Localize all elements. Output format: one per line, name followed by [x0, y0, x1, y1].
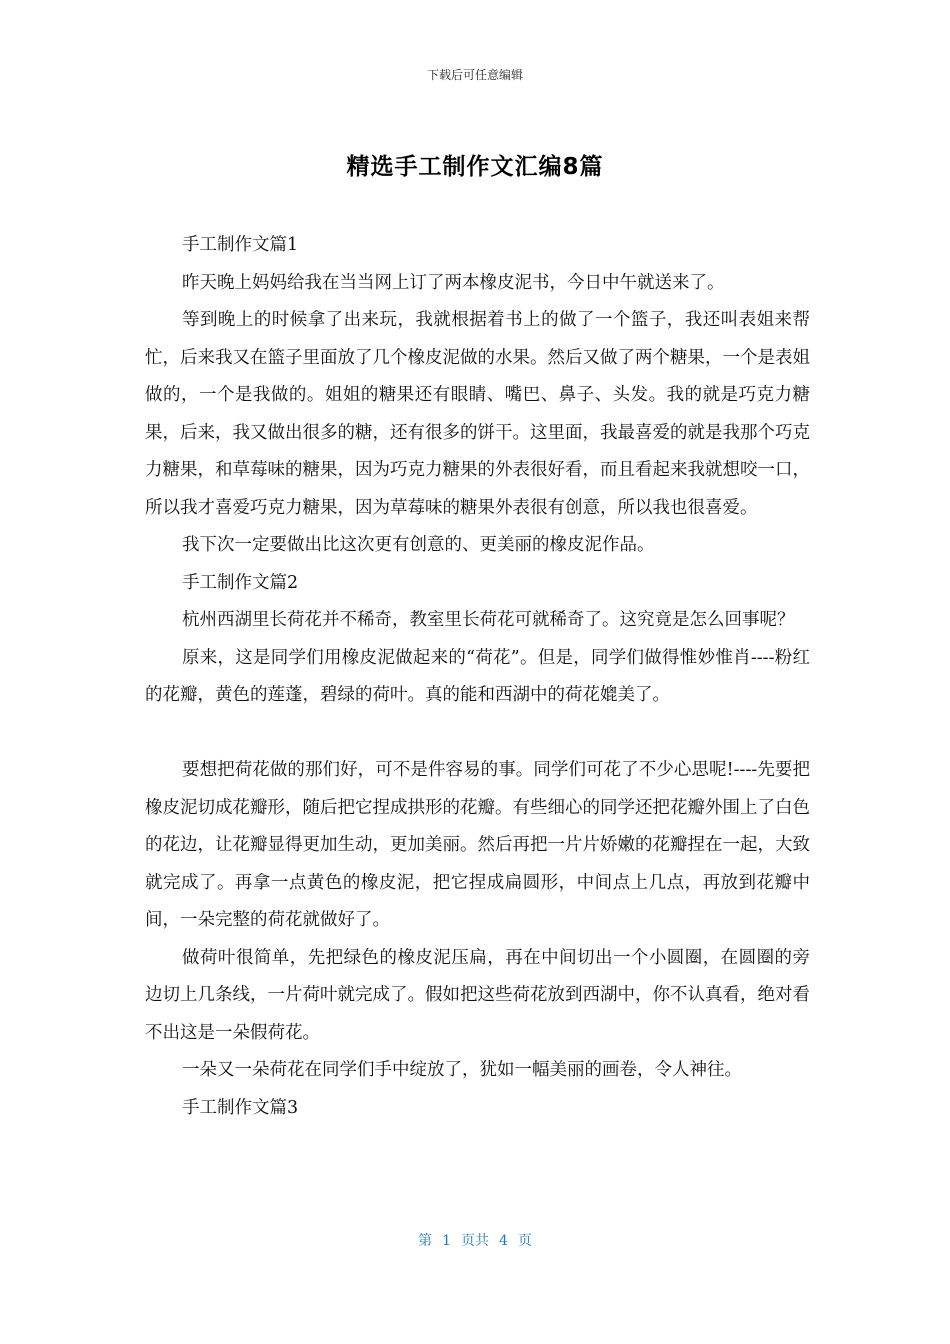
paragraph: 要想把荷花做的那们好，可不是件容易的事。同学们可花了不少心思呢!----先要把橡皮泥切成花瓣形，随后把它捏成拱形的花瓣。有些细心的同学还把花瓣外围上了白色的花边，让花瓣显得更加生动，更加美丽。然后再把一片片娇嫩的花瓣捏在一起，大致就完成了。再拿一点黄色的橡皮泥，把它捏成扁圆形，中间点上几点，再放到花瓣中间，一朵完整的荷花就做好了。: [145, 760, 810, 930]
footer-total-pages: 4: [499, 1233, 508, 1249]
section-heading: 手工制作文篇1: [182, 235, 299, 255]
paragraph: 一朵又一朵荷花在同学们手中绽放了，犹如一幅美丽的画卷，令人神往。: [182, 1060, 742, 1080]
paragraph: 做荷叶很简单，先把绿色的橡皮泥压扁，再在中间切出一个小圆圈，在圆圈的旁边切上几条线，一片荷叶就完成了。假如把这些荷花放到西湖中，你不认真看，绝对看不出这是一朵假荷花。: [145, 947, 810, 1043]
section-heading: 手工制作文篇2: [182, 572, 299, 593]
paragraph: 等到晚上的时候拿了出来玩，我就根据着书上的做了一个篮子，我还叫表姐来帮忙，后来我又在篮子里面放了几个橡皮泥做的水果。然后又做了两个糖果，一个是表姐做的，一个是我做的。姐姐的糖果还有眼睛、嘴巴、鼻子、头发。我的就是巧克力糖果，后来，我又做出很多的糖，还有很多的饼干。这里面，我最喜爱的就是我那个巧克力糖果，和草莓味的糖果，因为巧克力糖果的外表很好看，而且看起来我就想咬一口，所以我才喜爱巧克力糖果，因为草莓味的糖果外表很有创意，所以我也很喜爱。: [145, 310, 810, 518]
paragraph: 杭州西湖里长荷花并不稀奇，教室里长荷花可就稀奇了。这究竟是怎么回事呢？: [182, 610, 795, 630]
paragraph: 昨天晚上妈妈给我在当当网上订了两本橡皮泥书，今日中午就送来了。: [182, 272, 725, 293]
section-heading: 手工制作文篇3: [182, 1097, 299, 1118]
footer-middle: 页共: [461, 1233, 489, 1249]
page-footer: [0, 1230, 950, 1250]
document-title: 精选手工制作文汇编8篇: [346, 154, 604, 180]
footer-prefix: 第: [418, 1233, 433, 1249]
page-header-note: 下载后可任意编辑: [426, 68, 523, 82]
footer-suffix: 页: [517, 1233, 532, 1249]
paragraph: 我下次一定要做出比这次更有创意的、更美丽的橡皮泥作品。: [182, 535, 655, 555]
paragraph: 原来，这是同学们用橡皮泥做起来的“荷花”。但是，同学们做得惟妙惟肖----粉红的花瓣，黄色的莲蓬，碧绿的荷叶。真的能和西湖中的荷花媲美了。: [145, 647, 810, 705]
footer-current-page: 1: [442, 1233, 451, 1249]
document-body: [145, 227, 810, 1127]
